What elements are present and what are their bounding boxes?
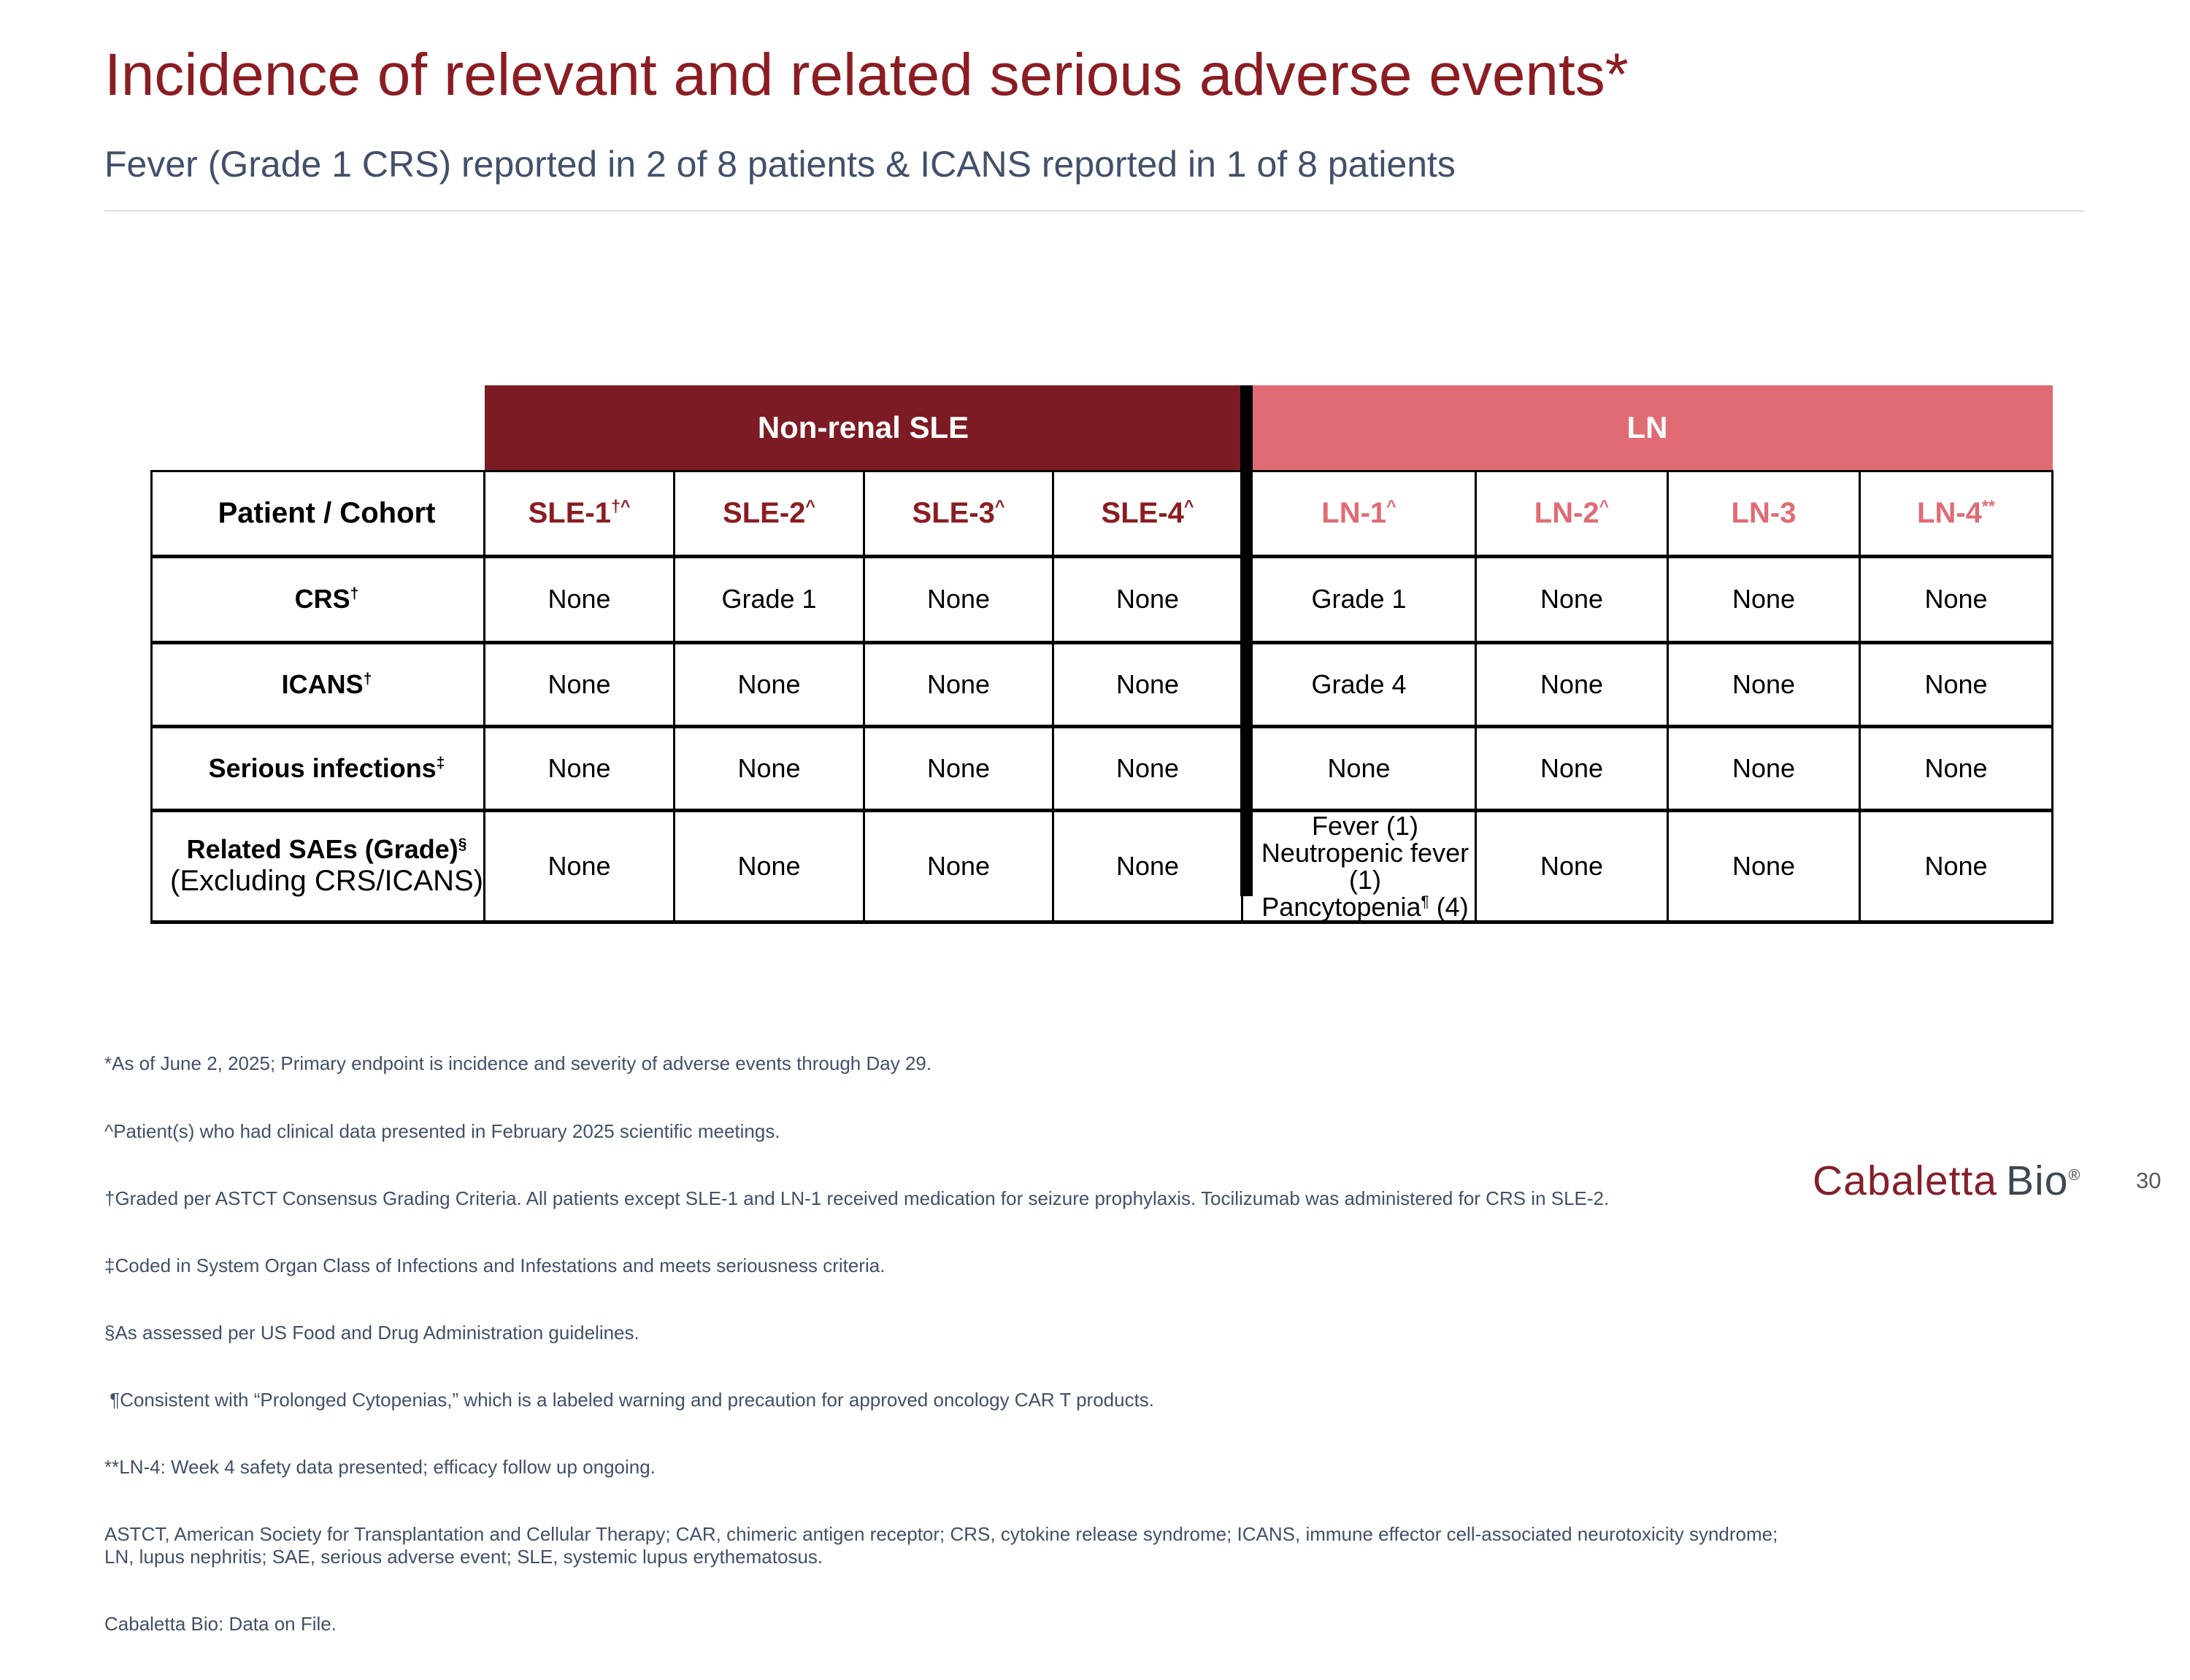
col-header-label: LN-3 bbox=[1731, 496, 1797, 529]
page-number: 30 bbox=[2136, 1168, 2162, 1193]
table-cell: None bbox=[1476, 642, 1668, 726]
col-header-label: LN-2 bbox=[1534, 496, 1599, 529]
col-header-label: SLE-3 bbox=[912, 496, 995, 529]
column-header-row bbox=[152, 471, 2053, 556]
corner-header-patient-cohort: Patient / Cohort bbox=[152, 471, 485, 556]
footnote-line: **LN-4: Week 4 safety data presented; efficacy follow up ongoing. bbox=[104, 1456, 656, 1479]
sle-ln-divider-bar bbox=[1240, 385, 1253, 896]
row-label-line-2: (Excluding CRS/ICANS) bbox=[170, 865, 484, 898]
table-cell: None bbox=[1476, 556, 1668, 642]
footnote-line: ASTCT, American Society for Transplantation and Cellular Therapy; CAR, chimeric antigen receptor; CRS, cytokine release syndrome; ICANS, immune effector cell-associated neurotoxicity syndrome; LN, lupus nephritis; SAE, serious adverse event; SLE, systemic lupus erythematosus. bbox=[104, 1523, 1783, 1568]
footnote-line: †Graded per ASTCT Consensus Grading Criteria. All patients except SLE-1 and LN-1 received medication for seizure prophylaxis. Tocilizumab was administered for CRS in SLE-2. bbox=[104, 1187, 1610, 1209]
table-cell: None bbox=[1053, 726, 1242, 810]
row-label-superscript: § bbox=[458, 835, 467, 852]
table-cell: None bbox=[1242, 726, 1476, 810]
row-label-line-1 bbox=[170, 834, 483, 864]
group-header-ln: LN bbox=[1242, 385, 2053, 471]
table-cell: None bbox=[485, 810, 675, 922]
col-header-sle-2 bbox=[675, 471, 864, 556]
sae-line-fever: Fever (1) bbox=[1311, 810, 1419, 841]
row-label-text: ICANS bbox=[281, 668, 364, 699]
table-cell: None bbox=[864, 726, 1053, 810]
col-header-superscript: ^ bbox=[994, 496, 1005, 516]
slide-title: Incidence of relevant and related serious adverse events* bbox=[104, 42, 1629, 108]
col-header-superscript: ^ bbox=[1599, 496, 1610, 516]
col-header-label: SLE-1 bbox=[528, 496, 611, 529]
col-header-superscript: †^ bbox=[610, 496, 631, 516]
cabaletta-bio-logo bbox=[1813, 1157, 2080, 1205]
sae-line-superscript: ¶ bbox=[1421, 893, 1429, 910]
table-row-icans bbox=[152, 642, 2053, 726]
row-label-superscript: † bbox=[363, 670, 372, 687]
row-label-crs bbox=[152, 556, 485, 642]
adverse-events-table bbox=[150, 385, 2053, 924]
table-cell: None bbox=[1860, 810, 2053, 922]
table-row-serious-infections bbox=[152, 726, 2053, 810]
table-cell-highlighted: Grade 4 bbox=[1242, 642, 1476, 726]
table-cell: None bbox=[1860, 556, 2053, 642]
table-cell-highlighted: Grade 1 bbox=[675, 556, 864, 642]
table-cell: None bbox=[1668, 642, 1860, 726]
logo-text-cabaletta: Cabaletta bbox=[1813, 1157, 1998, 1204]
table-cell-highlighted: Grade 1 bbox=[1242, 556, 1476, 642]
registered-trademark-symbol: ® bbox=[2068, 1165, 2081, 1184]
row-label-serious-infections bbox=[152, 726, 485, 810]
table-cell: None bbox=[485, 642, 675, 726]
table-cell: None bbox=[1668, 556, 1860, 642]
col-header-label: LN-1 bbox=[1321, 496, 1387, 529]
col-header-label: SLE-2 bbox=[723, 496, 806, 529]
slide-subtitle: Fever (Grade 1 CRS) reported in 2 of 8 patients & ICANS reported in 1 of 8 patients bbox=[104, 144, 1456, 185]
row-label-superscript: ‡ bbox=[436, 754, 445, 771]
table-cell: None bbox=[864, 556, 1053, 642]
col-header-superscript: ^ bbox=[1386, 496, 1396, 516]
col-header-ln-1 bbox=[1242, 471, 1476, 556]
table-cell: None bbox=[864, 810, 1053, 922]
col-header-ln-4 bbox=[1860, 471, 2053, 556]
table-cell: None bbox=[1053, 556, 1242, 642]
col-header-sle-4 bbox=[1053, 471, 1242, 556]
table-cell: None bbox=[1668, 726, 1860, 810]
footnote-line: ^Patient(s) who had clinical data presented in February 2025 scientific meetings. bbox=[104, 1120, 780, 1142]
col-header-label: SLE-4 bbox=[1101, 496, 1184, 529]
sae-line-text: Pancytopenia bbox=[1261, 891, 1421, 922]
col-header-ln-2 bbox=[1476, 471, 1668, 556]
table-cell-ln1-related-saes bbox=[1242, 810, 1476, 922]
group-header-non-renal-sle: Non-renal SLE bbox=[485, 385, 1242, 471]
table-row-crs bbox=[152, 556, 2053, 642]
table-cell: None bbox=[675, 726, 864, 810]
table-cell: None bbox=[1860, 642, 2053, 726]
table-cell: None bbox=[1476, 810, 1668, 922]
table-cell: None bbox=[1053, 810, 1242, 922]
table-cell: None bbox=[675, 642, 864, 726]
table-cell: None bbox=[1053, 642, 1242, 726]
table-cell: None bbox=[485, 556, 675, 642]
table-cell: None bbox=[864, 642, 1053, 726]
footnote-line: §As assessed per US Food and Drug Administration guidelines. bbox=[104, 1321, 639, 1344]
sae-line-count: (4) bbox=[1429, 891, 1469, 922]
footnote-line: *As of June 2, 2025; Primary endpoint is incidence and severity of adverse events through Day 29. bbox=[104, 1052, 932, 1075]
row-label-text: CRS bbox=[294, 584, 350, 614]
col-header-ln-3 bbox=[1668, 471, 1860, 556]
sae-line-pancytopenia bbox=[1256, 893, 1475, 920]
row-label-superscript: † bbox=[350, 585, 359, 602]
col-header-superscript: ^ bbox=[805, 496, 815, 516]
group-header-row bbox=[152, 385, 2053, 471]
table-row-related-saes bbox=[152, 810, 2053, 922]
col-header-label: LN-4 bbox=[1917, 496, 1982, 529]
footnotes bbox=[104, 1008, 1805, 1680]
col-header-superscript: ^ bbox=[1183, 496, 1194, 516]
footnote-line: Cabaletta Bio: Data on File. bbox=[104, 1612, 337, 1635]
row-label-text: Related SAEs (Grade) bbox=[186, 833, 458, 864]
header-divider-rule bbox=[104, 210, 2084, 212]
col-header-sle-3 bbox=[864, 471, 1053, 556]
row-label-related-saes bbox=[152, 810, 485, 922]
col-header-superscript: ** bbox=[1981, 496, 1995, 516]
footnote-line: ‡Coded in System Organ Class of Infections and Infestations and meets seriousness criteria. bbox=[104, 1254, 885, 1276]
row-label-text: Serious infections bbox=[208, 752, 437, 783]
adverse-events-table-wrapper bbox=[150, 385, 2051, 922]
group-header-spacer bbox=[152, 385, 485, 471]
table-cell: None bbox=[1860, 726, 2053, 810]
table-cell: None bbox=[1668, 810, 1860, 922]
table-cell: None bbox=[485, 726, 675, 810]
table-cell: None bbox=[1476, 726, 1668, 810]
row-label-icans bbox=[152, 642, 485, 726]
sae-line-neutropenic-fever: Neutropenic fever (1) bbox=[1261, 837, 1469, 895]
footnote-line: ¶Consistent with “Prolonged Cytopenias,” which is a labeled warning and precaution for approved oncology CAR T products. bbox=[104, 1388, 1155, 1411]
logo-text-bio: Bio bbox=[2006, 1157, 2069, 1204]
col-header-sle-1 bbox=[485, 471, 675, 556]
table-cell: None bbox=[675, 810, 864, 922]
